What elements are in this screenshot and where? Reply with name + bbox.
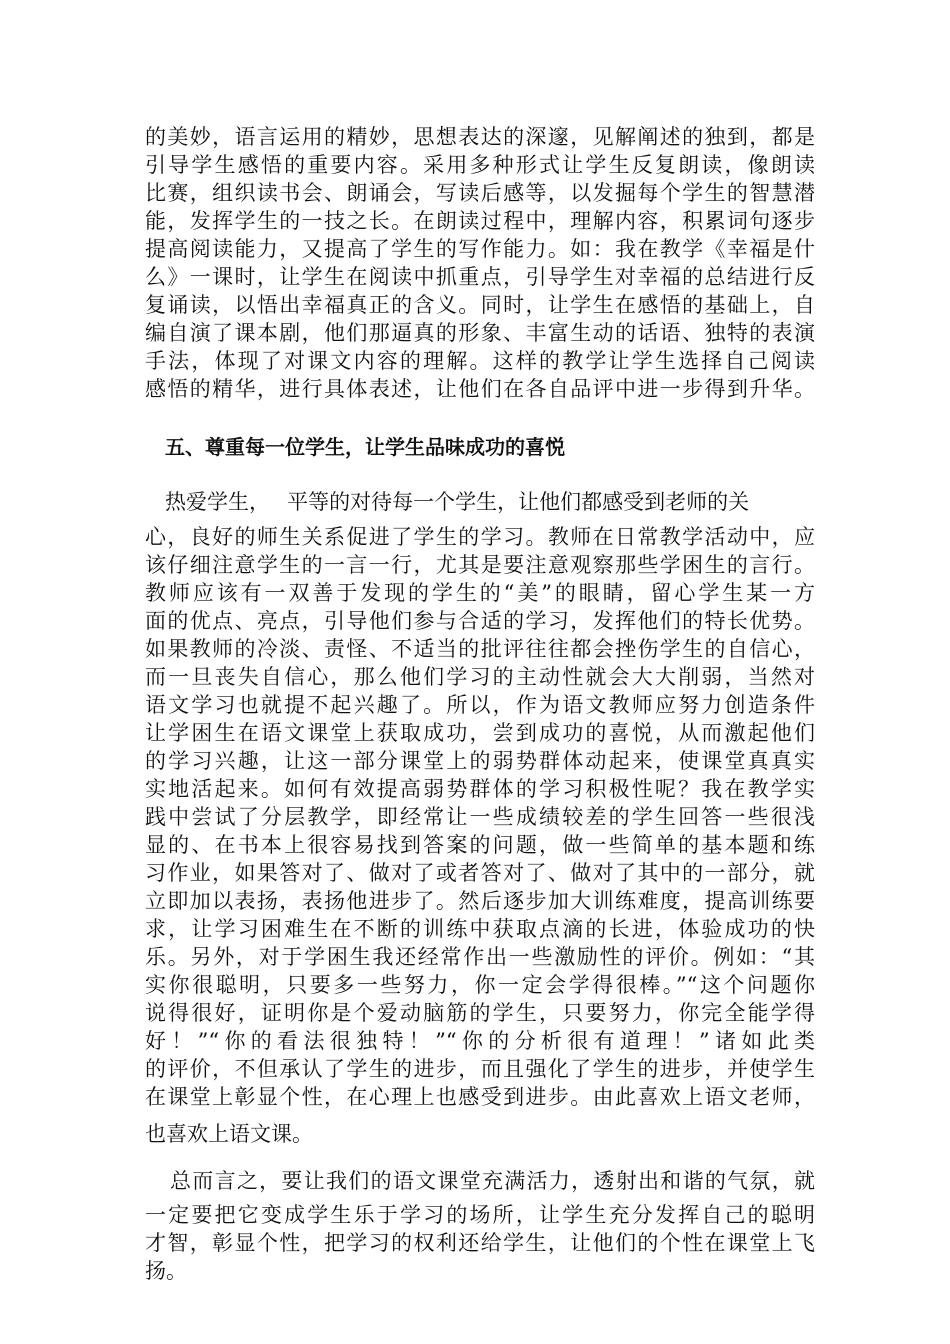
paragraph-line: 手法，体现了对课文内容的理解。这样的教学让学生选择自己阅读 — [145, 349, 815, 373]
paragraph-line: 面的优点、亮点，引导他们参与合适的学习，发挥他们的特长优势。 — [145, 609, 815, 633]
paragraph-line: 感悟的精华，进行具体表述，让他们在各自品评中进一步得到升华。 — [145, 377, 815, 401]
paragraph-line: 在课堂上彰显个性，在心理上也感受到进步。由此喜欢上语文老师， — [145, 1085, 815, 1109]
paragraph-line: 么》一课时，让学生在阅读中抓重点，引导学生对幸福的总结进行反 — [145, 265, 815, 289]
paragraph-line: 而一旦丧失自信心，那么他们学习的主动性就会大大削弱，当然对 — [145, 665, 815, 689]
paragraph-line: 求，让学习困难生在不断的训练中获取点滴的长进，体验成功的快 — [145, 917, 815, 941]
paragraph-line: 如果教师的冷淡、责怪、不适当的批评往往都会挫伤学生的自信心， — [145, 637, 815, 661]
paragraph-line: 乐。另外，对于学困生我还经常作出一些激励性的评价。例如：“其 — [145, 945, 815, 969]
paragraph-line: 显的、在书本上很容易找到答案的问题，做一些简单的基本题和练 — [145, 833, 815, 857]
paragraph-line: 好！”“你的看法很独特！”“你的分析很有道理！”诸如此类 — [145, 1029, 815, 1053]
paragraph-last-line: 也喜欢上语文课。 — [145, 1122, 313, 1146]
paragraph-line: 语文学习也就提不起兴趣了。所以，作为语文教师应努力创造条件 — [145, 693, 815, 717]
paragraph-line: 践中尝试了分层教学，即经常让一些成绩较差的学生回答一些很浅 — [145, 805, 815, 829]
paragraph-line: 实你很聪明，只要多一些努力，你一定会学得很棒。”“这个问题你 — [145, 973, 815, 997]
paragraph-line: 才智，彰显个性，把学习的权利还给学生，让他们的个性在课堂上飞 — [145, 1231, 815, 1255]
paragraph-line: 的美妙，语言运用的精妙，思想表达的深邃，见解阐述的独到，都是 — [145, 125, 815, 149]
paragraph-last-line: 扬。 — [145, 1259, 187, 1283]
paragraph-line: 实地活起来。如何有效提高弱势群体的学习积极性呢？我在教学实 — [145, 777, 815, 801]
paragraph-line: 编自演了课本剧，他们那逼真的形象、丰富生动的话语、独特的表演 — [145, 321, 815, 345]
paragraph-line: 的评价，不但承认了学生的进步，而且强化了学生的进步，并使学生 — [145, 1057, 815, 1081]
paragraph-line: 习作业，如果答对了、做对了或者答对了、做对了其中的一部分，就 — [145, 861, 815, 885]
paragraph-line: 心，良好的师生关系促进了学生的学习。教师在日常教学活动中，应 — [145, 525, 815, 549]
paragraph-first-line: 热爱学生， 平等的对待每一个学生，让他们都感受到老师的关 — [165, 490, 750, 514]
section-heading: 五、尊重每一位学生，让学生品味成功的喜悦 — [165, 435, 565, 459]
paragraph-line: 引导学生感悟的重要内容。采用多种形式让学生反复朗读，像朗读 — [145, 153, 815, 177]
paragraph-line: 该仔细注意学生的一言一行，尤其是要注意观察那些学困生的言行。 — [145, 553, 815, 577]
paragraph-line: 复诵读，以悟出幸福真正的含义。同时，让学生在感悟的基础上，自 — [145, 293, 815, 317]
paragraph-line: 一定要把它变成学生乐于学习的场所，让学生充分发挥自己的聪明 — [145, 1203, 815, 1227]
paragraph-line: 教师应该有一双善于发现的学生的“美”的眼睛，留心学生某一方 — [145, 581, 815, 605]
paragraph-line: 能，发挥学生的一技之长。在朗读过程中，理解内容，积累词句逐步 — [145, 209, 815, 233]
paragraph-line: 立即加以表扬，表扬他进步了。然后逐步加大训练难度，提高训练要 — [145, 889, 815, 913]
paragraph-line: 说得很好，证明你是个爱动脑筋的学生，只要努力，你完全能学得 — [145, 1001, 815, 1025]
paragraph-line: 的学习兴趣，让这一部分课堂上的弱势群体动起来，使课堂真真实 — [145, 749, 815, 773]
paragraph-line: 让学困生在语文课堂上获取成功，尝到成功的喜悦，从而激起他们 — [145, 721, 815, 745]
paragraph-line: 提高阅读能力，又提高了学生的写作能力。如：我在教学《幸福是什 — [145, 237, 815, 261]
paragraph-line: 比赛，组织读书会、朗诵会，写读后感等，以发掘每个学生的智慧潜 — [145, 181, 815, 205]
paragraph-first-line: 总而言之，要让我们的语文课堂充满活力，透射出和谐的气氛，就 — [170, 1169, 815, 1193]
